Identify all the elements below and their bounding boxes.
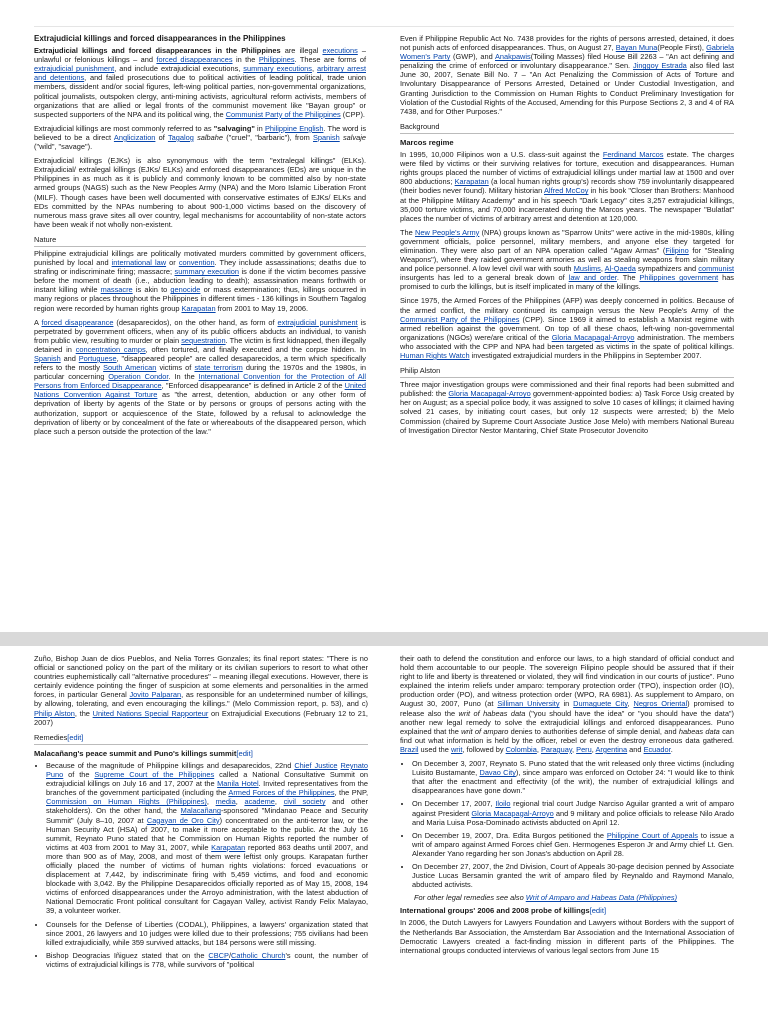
- inline-link[interactable]: Human Rights Watch: [400, 351, 470, 360]
- inline-link[interactable]: Portuguese: [78, 354, 117, 363]
- inline-link[interactable]: convention: [178, 258, 215, 268]
- text-run: investigated extrajudicial murders in the Philippins in September 2007.: [469, 351, 702, 360]
- list-item: • On December 27, 2007, the 2nd Division, Court of Appeals 30-page decision penned by Associate Justice Lucas Bersamin granted the writ of amparo filed by Reynaldo and Raymond Manalo, abducted activists.: [412, 862, 734, 889]
- text-run: victims of: [156, 363, 195, 373]
- text-run: and: [60, 354, 79, 363]
- text-run: For other legal remedies see also: [414, 893, 526, 903]
- international-paragraph: In 2006, the Dutch Lawyers for Lawyers Foundation and Lawyers without Borders with the support of the Netherlands Bar Association, the Amsterdam Bar Association and the International Association of Democratic Lawyers created a fact-finding mission in different parts of the Philippines. The international groups conducted interviews of various legal sectors from June 15: [400, 918, 734, 955]
- inline-link[interactable]: Anakpawis: [494, 52, 531, 62]
- intl-heading-text: International groups' 2006 and 2008 probe of killings: [400, 906, 590, 916]
- inline-link[interactable]: Tagalog: [167, 132, 194, 142]
- inline-link[interactable]: Karapatan: [211, 842, 246, 852]
- inline-link[interactable]: Communist Party of the Philippines: [225, 109, 341, 119]
- inline-link[interactable]: civil society: [283, 797, 326, 807]
- inline-link[interactable]: Philippine Court of Appeals: [606, 830, 698, 840]
- inline-link[interactable]: Malacañang: [180, 806, 221, 816]
- inline-link[interactable]: Philippine English: [264, 123, 324, 133]
- inline-link[interactable]: Commission on Human Rights (Philippines): [46, 797, 207, 807]
- inline-link[interactable]: Philippines: [258, 55, 295, 65]
- text-run: , and include extrajudicial executions,: [114, 64, 244, 74]
- list-item: • Counsels for the Defense of Liberties (CODAL), Philippines, a lawyers' organization stated that since 2001, 26 lawyers and 10 judges were killed due to their professions; 755 civilians had been killed extrajudicially, while 359 survived attacks, but 184 persons were still missing.: [46, 920, 368, 947]
- inline-link[interactable]: Silliman University: [497, 699, 560, 709]
- edit-link-intl[interactable]: [edit]: [589, 906, 607, 916]
- text-run: (a local human rights group's) records show 759 involuntarily disappeared (their bodies never found). Military historian: [400, 177, 734, 196]
- text-run: , often tortured, and finally executed and the corpse hidden. In: [145, 344, 367, 354]
- list-item: [46, 951, 368, 969]
- inline-link[interactable]: Karapatan: [454, 177, 489, 187]
- marcos-regime-heading: Marcos regime: [400, 137, 454, 147]
- npa-paragraph: [400, 228, 734, 292]
- text-run: ("you should have the idea" or "you should have the data") another new legal remedy to solve the extrajudicial killings and enforced disappearances. Puno explained that the: [400, 708, 735, 736]
- text-run: ,: [536, 744, 541, 754]
- summit-heading: [34, 749, 368, 758]
- italic-term: salbahe: [197, 132, 223, 142]
- inline-link[interactable]: Ferdinand Marcos: [602, 150, 664, 160]
- text-run: is done if the victim becomes passive before the moment of death (i.e., abduction leading to death); assassination means forthwith or instant killing while: [34, 267, 366, 295]
- italic-term: writ of amparo: [461, 726, 509, 736]
- text-run: is perpetrated by government officers, when any of its public officers abducts an individual, to vanish from public view, resulting to murder or plain: [34, 317, 366, 345]
- text-run: regional trial court Judge Narciso Aguilar granted a writ of amparo against President: [412, 799, 734, 818]
- bold-term: "salvaging": [213, 123, 255, 133]
- text-run: . These are forms of: [294, 55, 367, 65]
- text-run: (CPP). Since 1969 it aimed to establish a Marxist regime with armed rebellion against the government. On top of all these chaos, left-wing non-governmental organizations (NGOs) were/are critical of the: [400, 314, 734, 342]
- text-run: to issue a writ of amparo against Armed Forces chief Gen. Hermogenes Esperon Jr and Army chief Lt. Gen. Alexander Yano regarding her son Jonas's abduction on April 28.: [412, 830, 734, 858]
- text-run: from 2001 to May 19, 2006.: [215, 303, 309, 313]
- inline-link[interactable]: New People's Army: [415, 227, 480, 237]
- text-run: -sponsored "Mindanao Peace and Security Summit" (July 8–10, 2007 at: [46, 806, 368, 825]
- text-run: . Invited representatives from the branches of the government participated (including the: [46, 779, 368, 798]
- inline-link[interactable]: Anglicization: [113, 132, 156, 142]
- edit-link-remedies[interactable]: [edit]: [67, 732, 84, 742]
- republic-act-paragraph: [400, 34, 734, 116]
- marcos-paragraph: [400, 150, 734, 223]
- inline-link[interactable]: International Convention for the Protection of All Persons from Enforced Disappearance: [34, 372, 367, 391]
- text-run: On December 3, 2007, Reynato S. Puno stated that the writ released only three victims (including Luisito Bustamante,: [412, 759, 734, 778]
- text-run: .: [670, 744, 673, 754]
- inline-link[interactable]: Writ of Amparo and Habeas Data (Philippines): [525, 893, 678, 903]
- writ-paragraph: [400, 654, 734, 754]
- inline-link[interactable]: Davao City: [479, 768, 516, 778]
- text-run: estate. The charges were filed by victims or their surviving relatives for torture, execution and disappearances. Human rights groups placed the number of victims of extrajudicial killings under martial law at 1500 and over 800 abductions;: [400, 150, 735, 187]
- text-run: . They include assassinations; deaths due to strafing or indiscriminate firing; massacre;: [34, 258, 366, 277]
- text-run: denies to authorities defense of simple denial, and: [508, 726, 679, 736]
- text-run: ) promised to release also the: [400, 699, 735, 718]
- text-run: ,: [274, 797, 284, 807]
- nature-paragraph: [34, 249, 366, 313]
- text-run: ,: [600, 264, 605, 274]
- text-run: – unlawful or felonious killings – and: [34, 46, 367, 65]
- inline-link[interactable]: international law: [111, 258, 167, 268]
- inline-link[interactable]: Alfred McCoy: [544, 186, 589, 196]
- right-column-bottom: [400, 654, 734, 960]
- text-run: used the: [418, 744, 451, 754]
- inline-link[interactable]: Bayan Muna: [615, 43, 658, 53]
- article-title: Extrajudicial killings and forced disappearances in the Philippines: [34, 34, 286, 43]
- text-run: 's count, the number of victims of extrajudicial killings is 778, while survivors of "political: [46, 950, 368, 969]
- summit-heading-text: Malacañang's peace summit and Puno's killings summit: [34, 748, 237, 758]
- inline-link[interactable]: Reynato Puno: [46, 760, 368, 780]
- ejk-paragraph: Extrajudicial killings (EJKs) is also synonymous with the term "extralegal killings" (ELKs). Extrajudicial/ extralegal killings (EJKs/ ELKs) and enforced disappearances (EDs) are unique in the Philippines in as much as it is publicly and commonly known to be committed also by non-state armed groups (NAGS) such as the New Peoples Army (NPA) and the Moro Islamic Liberation Front (MILF). Though cases have been well documented with conservative estimates of EJKs/ ELKs and EDs committed by the NPAs numbering to about 900-1,000 victims based on the discovery of numerous mass grave sites all over country, legal mechanisms for accountability of non-state actors have been weak if not wholly non-existent.: [34, 156, 366, 229]
- text-run: reported 863 deaths until 2007, and more than 900 as of May, 2008, and most of them were leftist only groups. Karapatan further officially placed the number of victims of human rights violations: forced evacuations or displacement at 7,442, by indiscriminate firing with 5,459 victims, and food and economic blockade with 3,042. By the Philippine Desaparecidos officially reported as of May 15, 2008, 194 victims of enforced disappearances under the Arroyo administration, with the latest abduction of National Democratic Front political consultant for Cagayan Valley, activist Randy Felix Malayao, 39, a volunteer worker.: [46, 842, 368, 916]
- text-run: in: [559, 699, 574, 709]
- page-separator: [0, 632, 768, 646]
- text-run: . The victim is first kidnapped, then illegally detained in: [34, 335, 366, 354]
- text-run: government-appointed bodies: a) Task Force Usig created by her on August; as a special police body, it was assigned to solve 10 cases of killings; it claimed having solved 21 cases, by initiating court cases, but only 12 suspects were arrested; b) the Melo Commission (chaired by Supreme Court Associate Justice Jose Melo) with members National Bureau of Investigation Director Nestor Mantaring, Chief State Prosecutor Jovencito: [400, 389, 735, 435]
- text-run: and 9 military and police officials to release Nilo Arado and Maria Luisa Posa-Dominado activists abducted on April 12.: [412, 808, 734, 827]
- inline-link[interactable]: Argentina: [595, 744, 628, 754]
- text-run: On December 17, 2007,: [412, 799, 496, 809]
- nature-heading: Nature: [34, 235, 366, 247]
- inline-link[interactable]: academe: [244, 797, 275, 807]
- text-run: Three major investigation groups were commissioned and their final reports had been submitted and published: the: [400, 380, 734, 399]
- text-run: (NPA) groups known as "Sparrow Units" were active in the mid-1980s, killing government officials, police personnel, military members, and anyone else they targeted for elimination. They were also part of an NPA operation called "Agaw Armas" (: [400, 227, 734, 255]
- inline-link[interactable]: CBCP: [208, 950, 229, 960]
- text-run: ,: [312, 64, 318, 74]
- inline-link[interactable]: Karapatan: [181, 303, 216, 313]
- inline-link[interactable]: Jinggoy Estrada: [632, 61, 687, 71]
- text-run: A: [34, 317, 42, 327]
- summit-bullet-list: [34, 761, 368, 969]
- left-column-bottom: [34, 654, 368, 973]
- text-run: or mass extermination; thus, killings occurred in many regions or places throughout the Philippines in different times - 136 killings in Southern Tagalog region were recorded by human rights group: [34, 285, 366, 313]
- text-run: ,: [235, 797, 245, 807]
- intro-paragraph: [34, 46, 366, 119]
- inline-link[interactable]: writ: [450, 744, 463, 754]
- inline-link[interactable]: summary execution: [174, 267, 240, 277]
- inline-link[interactable]: Colombia: [505, 744, 537, 754]
- list-item: [412, 831, 734, 858]
- inline-link[interactable]: Spanish: [313, 132, 340, 142]
- text-run: or: [166, 258, 179, 268]
- inline-link[interactable]: Communist Party of the Philippines: [400, 314, 520, 324]
- inline-link[interactable]: Gloria Macapagal-Arroyo: [448, 389, 531, 399]
- left-column-top: [34, 34, 366, 441]
- text-run: Since 1975, the Armed Forces of the Philippines (AFP) was deeply concerned in politics. Because of the armed conflict, the military continued its campaign versus the New People's Army of the: [400, 296, 734, 315]
- remedies-heading: [34, 733, 368, 745]
- text-run: (GWP), and: [450, 52, 495, 62]
- inline-link[interactable]: Philip Alston: [34, 708, 75, 718]
- inline-link[interactable]: law and order: [568, 273, 617, 283]
- text-run: , as responsible for an undetermined number of killings, by allowing, tolerating, and even encouraging the killings." (Melo Commission report, p. 53), and c): [34, 690, 368, 709]
- inline-link[interactable]: Armed Forces of the Philippines: [228, 788, 335, 798]
- amparo-bullet-list: [400, 759, 734, 889]
- inline-link[interactable]: forced disappearance: [41, 317, 114, 327]
- text-run: ) concentrated on the anti-terror law, or the Human Security Act (HSA) of 2007, to make it more acceptable to the public. At the July 16 summit, Reynato Puno stated that he Commission on Human Rights reported the number of victims at 403 from 2001 to May 31, 2007, while: [46, 815, 368, 852]
- text-run: Zuño, Bishop Juan de dios Pueblos, and Nelia Torres Gonzales; its final report states: "There is no official or sanctioned policy on the part of the military or its civilian superiors to resort to what other countries euphemistically call "alternative procedures" – meaning illegal executions. However, there is certainly evidence pointing the finger of suspicion at some elements and personalities in the armed forces, in particular General: [34, 654, 368, 700]
- inline-link[interactable]: South American: [103, 363, 157, 373]
- forced-disappearance-paragraph: [34, 318, 366, 436]
- inline-link[interactable]: Jovito Palparan: [129, 690, 182, 700]
- inline-link[interactable]: Negros Oriental: [633, 699, 688, 709]
- text-run: (desaparecidos), on the other hand, as form of: [113, 317, 278, 327]
- list-item: [412, 799, 734, 826]
- text-run: on Extrajudicial Executions (February 12 to 21, 2007): [34, 708, 368, 727]
- text-run: ("wild", "savage").: [34, 142, 93, 152]
- philip-alston-heading: Philip Alston: [400, 366, 734, 378]
- text-run: , and failed prosecutions due to political activities of leading political, trade union members, dissident and/or social figures, left-wing political parties, non-governmental organizations, political journalists, outspoken clergy, anti-mining activists, agricultural reform activists, members of organizations that are allied or legal fronts of the communist movement like "Bayan group" or suspected supporters of the NPA and its political wing, the: [34, 73, 366, 119]
- document-page-bottom: [0, 646, 768, 1024]
- italic-term: salvaje: [342, 132, 366, 142]
- text-run: in his book "Closer than Brothers: Manhood at the Philippine Military Academy" and in his speech "Dark Legacy" cites 3,257 extrajudicial killings, 35,000 torture victims, and 70,000 incarcerated during the Marcos years. The newspaper "Bulatlat" places the number of victims of arbitrary arrest and detention at 120,000.: [400, 186, 734, 223]
- text-run: Even if Philippine Republic Act No. 7438 provides for the rights of persons arrested, detained, it does not punish acts of enforced disappearances. Thus, on August 27,: [400, 34, 734, 53]
- text-run: sympathizers and: [635, 264, 699, 274]
- text-run: . The word is believed to be a direct: [34, 123, 367, 142]
- inline-link[interactable]: Philippines government: [639, 273, 719, 283]
- inline-link[interactable]: Gabriela Women's Party: [400, 43, 734, 62]
- text-run: The: [400, 227, 416, 237]
- inline-link[interactable]: Catholic Church: [231, 950, 286, 960]
- italic-term: writ of habeas data: [458, 708, 526, 718]
- text-run: ,: [591, 744, 596, 754]
- inline-link[interactable]: state terrorism: [194, 363, 243, 373]
- text-run: Philippine extrajudicial killings are politically motivated murders committed by government officers, punished by local and: [34, 248, 366, 268]
- text-run: for "Stealing Weapons"), where they raided government armories as well as stealing weapons from slain military and police personnel. A low level civil war with south: [400, 245, 734, 274]
- remedies-heading-text: Remedies: [34, 732, 68, 742]
- text-run: , "disappeared people" are called desaparecidos, a term which specifically refers to the mostly: [34, 354, 366, 373]
- inline-link[interactable]: Dumaguete City: [573, 699, 628, 709]
- text-run: of: [155, 132, 168, 142]
- inline-link[interactable]: Brazil: [400, 744, 419, 754]
- inline-link[interactable]: Supreme Court of the Philippines: [94, 770, 215, 780]
- inline-link[interactable]: media: [215, 797, 236, 807]
- inline-link[interactable]: Gloria Macapagal-Arroyo: [551, 332, 635, 342]
- list-item: [412, 759, 734, 795]
- text-run: , "Enforced disappearance" is defined in Article 2 of the: [161, 381, 345, 391]
- text-run: On December 19, 2007, Dra. Edita Burgos petitioned the: [412, 830, 607, 840]
- inline-link[interactable]: Iloilo: [495, 799, 511, 809]
- inline-link[interactable]: Paraguay: [540, 744, 573, 754]
- inline-link[interactable]: Cagayan de Oro City: [146, 815, 220, 825]
- text-run: as "the arrest, detention, abduction or any other form of deprivation of liberty by agents of the State or by persons or groups of persons acting with the authorization, support or acquiescence of the State, followed by a refusal to acknowledge the deprivation of liberty or by concealment of the fate or whereabouts of the disappeared person, which place such a person outside the protection of the law.": [34, 390, 366, 436]
- bold-term: Extrajudicial killings and forced disappearances in the Philippines: [34, 46, 281, 56]
- inline-link[interactable]: summary executions: [243, 64, 312, 74]
- afp-paragraph: [400, 296, 734, 360]
- inline-link[interactable]: Al-Qaeda: [604, 264, 636, 274]
- text-run: during the 1970s and the 1980s, in particular concerning: [34, 363, 366, 382]
- page-rule: [34, 26, 734, 27]
- text-run: also filed last June 30, 2007, Senate Bill No. 7 – "An Act Penalizing the Commission of Acts of Torture and Involuntary Disappearance of Persons Arrested, Detained or Under Custodial Investigation, and Granting Jurisdiction to the Commission on Human Rights to Conduct Preliminary Investigation for Violation of the Custodial Rights of the Accused, Amending for this Purpose Sections 2, 3 and 4 of RA 7438, and for Other Purposes.": [400, 61, 734, 116]
- inline-link[interactable]: United Nations Special Rapporteur: [92, 708, 209, 718]
- text-run: are illegal: [280, 46, 323, 56]
- text-run: insurgents has led to a general break down of: [400, 273, 569, 283]
- text-run: of the: [63, 770, 95, 780]
- inline-link[interactable]: extrajudicial punishment: [277, 317, 358, 327]
- italic-term: habeas data: [678, 726, 720, 736]
- inline-link[interactable]: concentration camps: [75, 344, 146, 354]
- text-run: their oath to defend the constitution and enforce our laws, to a high standard of official conduct and hold them accountable to our people. The sovereign Filipino people should be assured that if their right to life and liberty is threatened or violated, they will find vindication in our courts of justice". Puno explained the interim reliefs under amparo: temporary protection order (TPO), inspection order (IO), production order (PO), and witness protection order (WPO, RA 6981). As supplement to Amparo, on August 30, 2007, Puno (at: [400, 654, 734, 709]
- international-groups-heading: [400, 906, 734, 915]
- text-run: , followed by: [462, 744, 506, 754]
- inline-link[interactable]: Spanish: [34, 354, 61, 363]
- right-column-top: [400, 34, 734, 440]
- text-run: /: [228, 950, 231, 960]
- inline-link[interactable]: Gloria Macapagal-Arroyo: [471, 808, 554, 818]
- text-run: and other stakeholders). On the other hand, the: [46, 797, 368, 816]
- inline-link[interactable]: sequestration: [181, 335, 226, 345]
- text-run: ,: [572, 744, 577, 754]
- alston-paragraph: [400, 380, 734, 435]
- inline-link[interactable]: Muslims: [573, 264, 601, 274]
- text-run: (CPP).: [340, 109, 365, 119]
- inline-link[interactable]: executions: [322, 46, 358, 56]
- text-run: . The: [616, 273, 640, 283]
- text-run: , the PNP,: [334, 788, 368, 798]
- text-run: ), since amparo was enforced on October 24: "I would like to think that after the enactment and effectivity (of the writ), the number of extrajudicial killings and disappearances have gone down.": [412, 768, 734, 796]
- background-heading: Background: [400, 122, 734, 134]
- text-run: and: [627, 744, 644, 754]
- edit-link-summit[interactable]: [edit]: [236, 748, 253, 758]
- text-run: ("cruel", "barbaric"), from: [222, 132, 313, 142]
- inline-link[interactable]: forced disappearances: [156, 55, 233, 65]
- inline-link[interactable]: arbitrary arrest and detentions: [34, 64, 366, 83]
- zuno-paragraph: [34, 654, 368, 727]
- inline-link[interactable]: United Nations Convention Against Torture: [34, 381, 366, 400]
- inline-link[interactable]: Chief Justice: [294, 760, 338, 770]
- inline-link[interactable]: Manila Hotel: [217, 779, 259, 789]
- text-run: has promised to curb the killings, but is itself implicated in many of the killings.: [400, 273, 735, 292]
- text-run: In 1995, 10,000 Filipinos won a U.S. class-suit against the: [400, 150, 603, 160]
- text-run: Bishop Deogracias Iñiguez stated that on the: [46, 950, 209, 960]
- text-run: ,: [206, 797, 216, 807]
- text-run: administration. The members who associated with the CPP and NPA had been targeted as victims in the spate of political killings.: [400, 332, 735, 351]
- inline-link[interactable]: Peru: [576, 744, 592, 754]
- text-run: Extrajudicial killings are most commonly referred to as: [34, 123, 214, 133]
- text-run: called a National Consultative Summit on extrajudicial killings on July 16 and 17, 2007 at the: [46, 770, 368, 789]
- list-item: [46, 761, 368, 916]
- text-run: Because of the magnitude of Philippine killings and desaparecidos, 22nd: [46, 760, 295, 770]
- text-run: is akin to: [132, 285, 171, 295]
- inline-link[interactable]: extrajudicial punishment: [34, 64, 115, 74]
- text-run: . In the: [168, 372, 199, 382]
- text-run: in the: [232, 55, 259, 65]
- see-also-note: [400, 893, 734, 902]
- inline-link[interactable]: massacre: [100, 285, 133, 295]
- inline-link[interactable]: communist: [698, 264, 735, 274]
- text-run: ,: [627, 699, 634, 709]
- inline-link[interactable]: Operation Condor: [108, 372, 169, 382]
- text-run: can find out what information is held by the officer, rebel or even the destroy erroneous data gathered.: [400, 726, 734, 745]
- salvaging-paragraph: [34, 124, 366, 151]
- text-run: in: [254, 123, 265, 133]
- text-run: , the: [74, 708, 93, 718]
- inline-link[interactable]: Ecuador: [643, 744, 671, 754]
- inline-link[interactable]: genocide: [170, 285, 201, 295]
- inline-link[interactable]: Filipino: [665, 245, 689, 255]
- text-run: (Toiling Masses) filed House Bill 2263 – "An act defining and penalizing the crime of enforced or involuntary disappearance." Sen.: [400, 52, 734, 71]
- text-run: (People First),: [657, 43, 707, 53]
